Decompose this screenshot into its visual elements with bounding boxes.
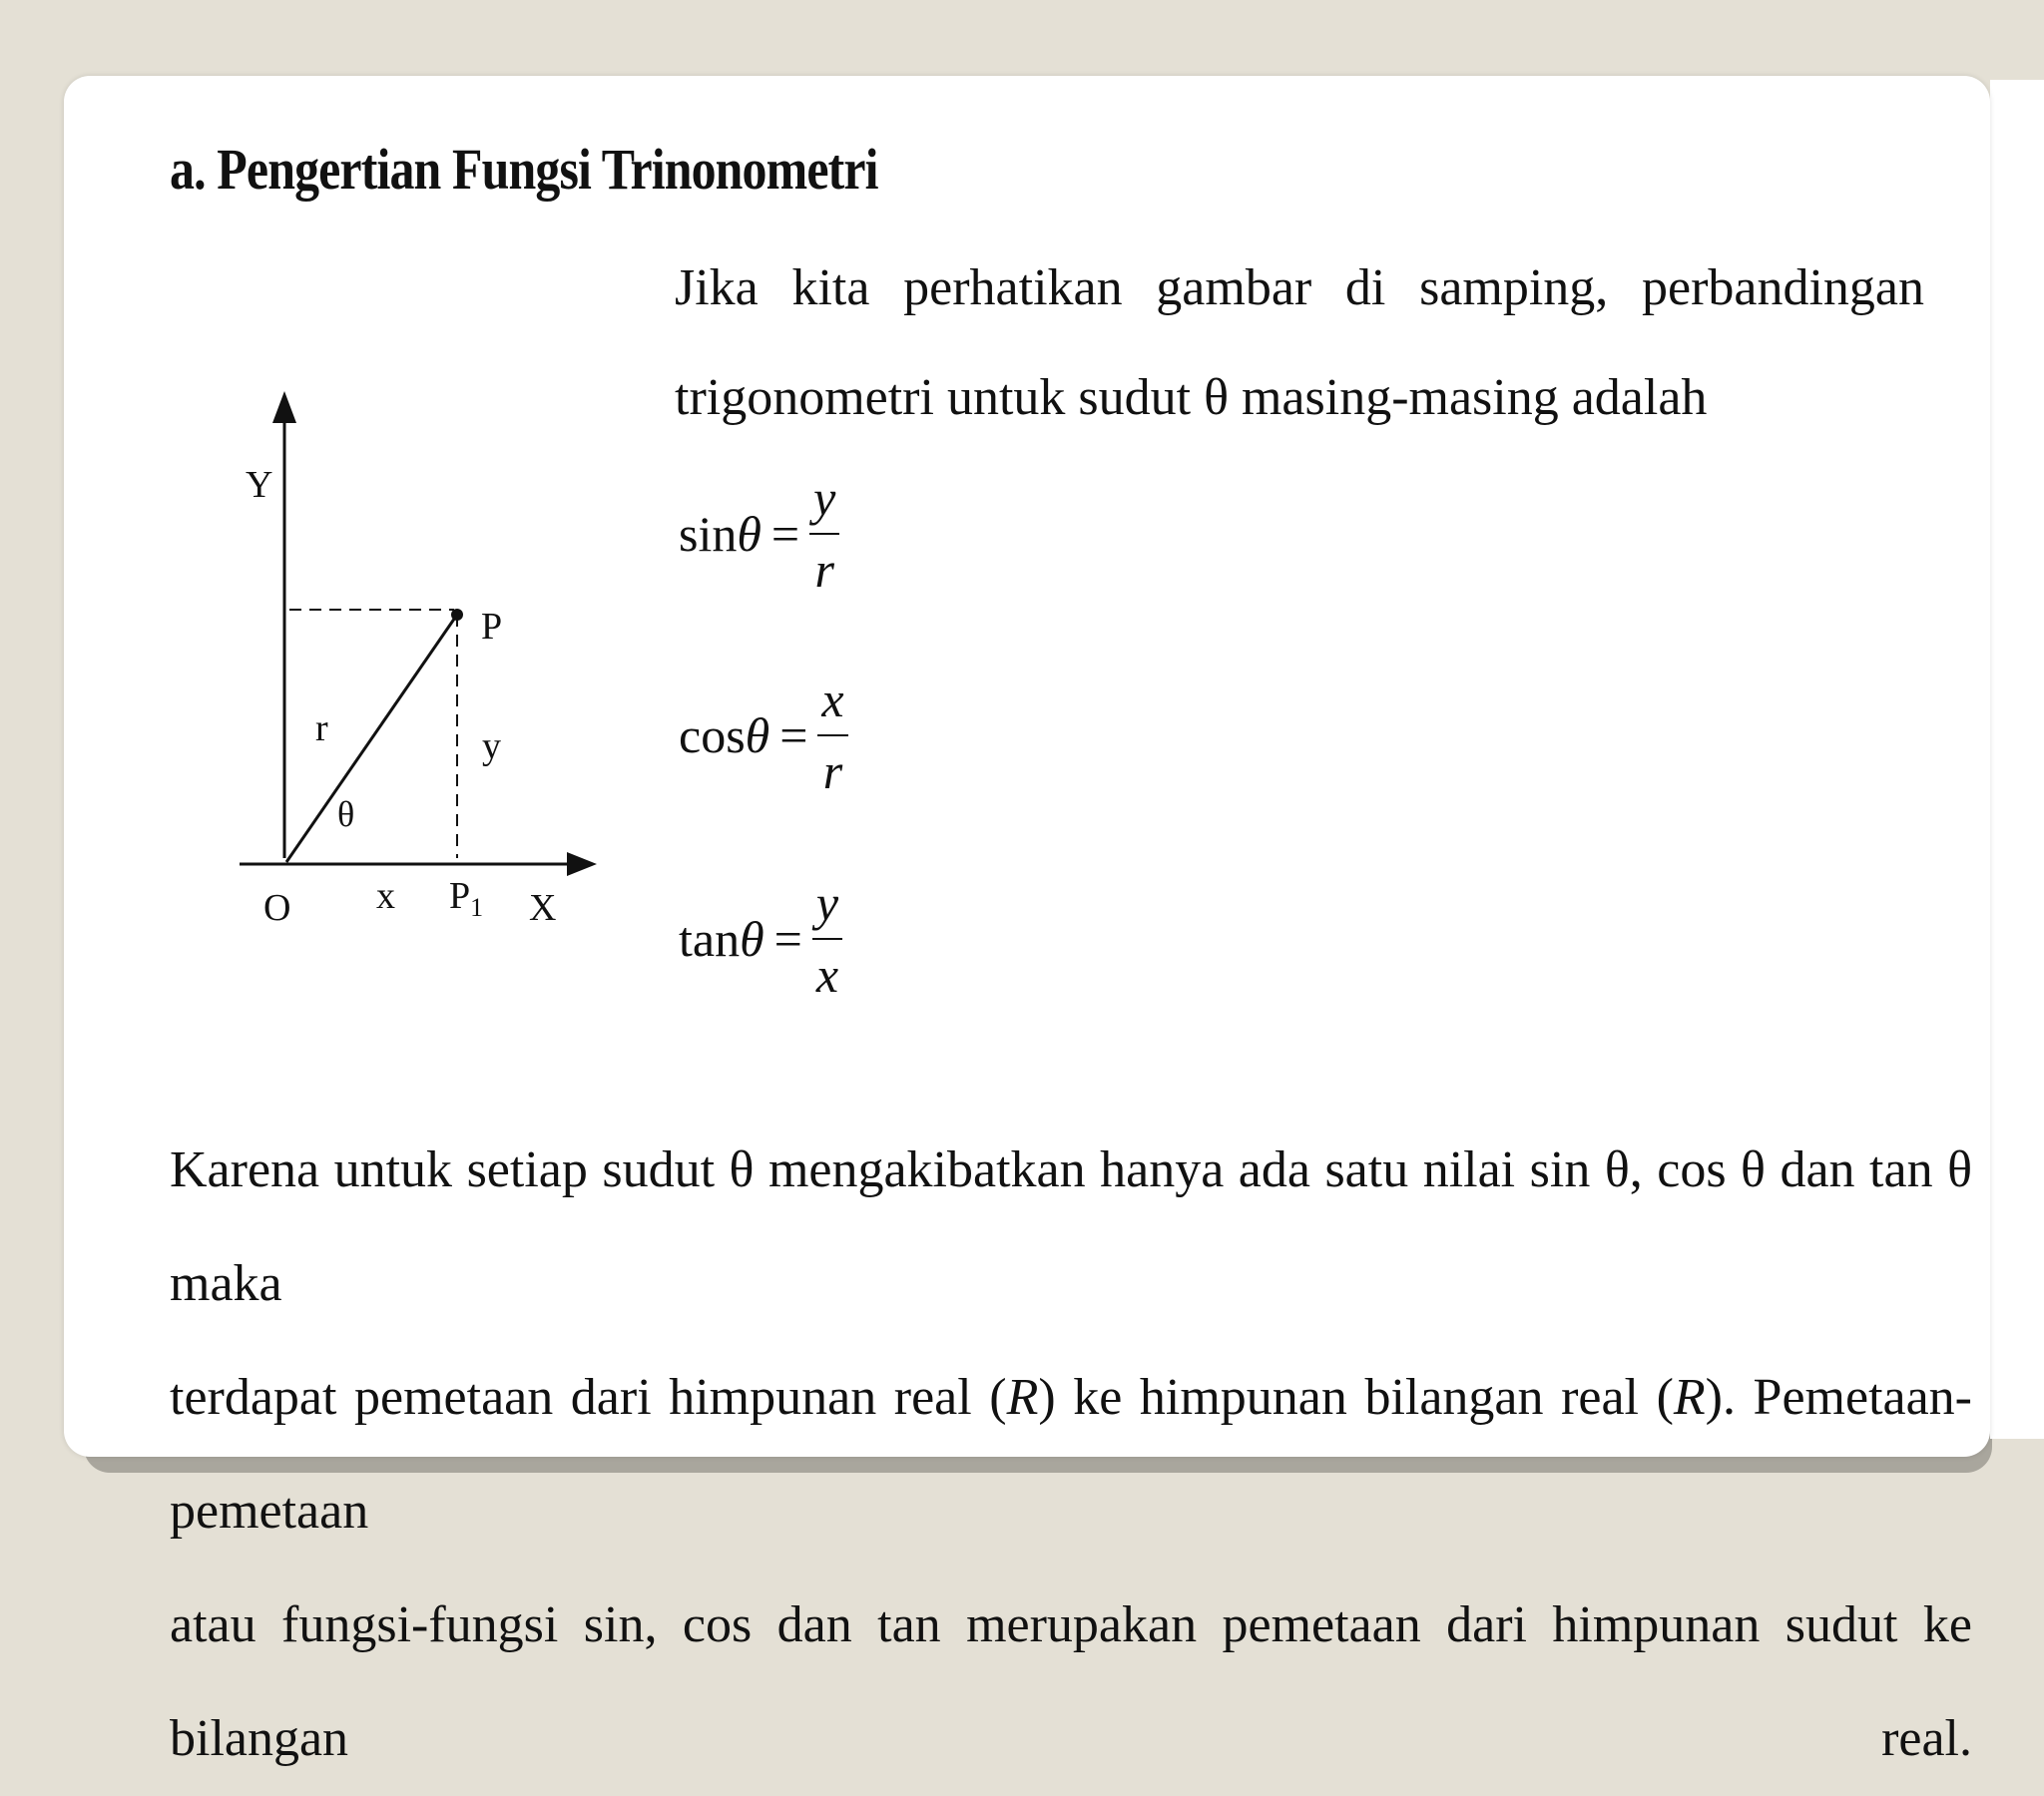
function-name: tan [679, 911, 741, 967]
denominator: x [815, 947, 839, 1003]
closing-line-3: atau fungsi-fungsi sin, cos dan tan merupakan pemetaan dari himpunan sudut ke bilangan real. [170, 1596, 1972, 1767]
closing-paragraph [170, 1114, 1972, 1796]
real-set-symbol: R [1006, 1369, 1039, 1426]
fraction [817, 672, 847, 799]
function-name: cos [679, 707, 746, 763]
coordinate-diagram [230, 379, 609, 938]
intro-line-1: Jika kita perhatikan gambar di samping, perbandingan [675, 259, 1924, 316]
fraction [809, 470, 839, 598]
numerator: y [809, 473, 839, 535]
intro-paragraph [675, 233, 1924, 453]
function-name: sin [679, 506, 738, 562]
sine-formula [679, 470, 839, 598]
closing-text-segment: ) ke himpunan bilangan real ( [1038, 1369, 1674, 1426]
radius-line [286, 615, 457, 862]
angle-variable: θ [737, 506, 762, 562]
cosine-formula [679, 672, 848, 799]
x-axis-label: X [529, 887, 557, 929]
point-p-label: P [481, 606, 503, 648]
real-set-symbol: R [1673, 1369, 1706, 1426]
closing-line-1: Karena untuk setiap sudut θ mengakibatkan hanya ada satu nilai sin θ, cos θ dan tan θ maka [170, 1141, 1972, 1312]
numerator: x [817, 674, 847, 736]
y-length-label: y [482, 725, 501, 767]
angle-variable: θ [740, 911, 765, 967]
fraction [812, 875, 842, 1003]
point-p [451, 609, 463, 621]
x-axis-arrow [567, 852, 597, 876]
denominator: r [814, 542, 834, 598]
origin-label: O [263, 887, 291, 929]
x-length-label: x [376, 875, 395, 917]
theta-label: θ [337, 794, 355, 834]
y-axis-label: Y [246, 464, 273, 506]
tangent-formula [679, 875, 842, 1003]
equals-sign: = [770, 506, 800, 562]
closing-text-segment: terdapat pemetaan dari himpunan real ( [170, 1369, 1007, 1426]
slide-edge [1990, 80, 2044, 1439]
intro-line-2: trigonometri untuk sudut θ masing-masing adalah [675, 369, 1708, 426]
equals-sign: = [779, 707, 808, 763]
page-title: a. Pengertian Fungsi Trinonometri [170, 137, 878, 202]
foot-point-label: $P_1$ [449, 875, 484, 922]
numerator: y [812, 878, 842, 940]
y-axis-arrow [272, 391, 296, 423]
closing-text-segment: ). Pemetaan-pemetaan [170, 1369, 1972, 1540]
closing-line-2 [170, 1341, 1972, 1569]
equals-sign: = [773, 911, 802, 967]
denominator: r [822, 743, 843, 799]
radius-label: r [315, 707, 328, 749]
angle-variable: θ [745, 707, 770, 763]
